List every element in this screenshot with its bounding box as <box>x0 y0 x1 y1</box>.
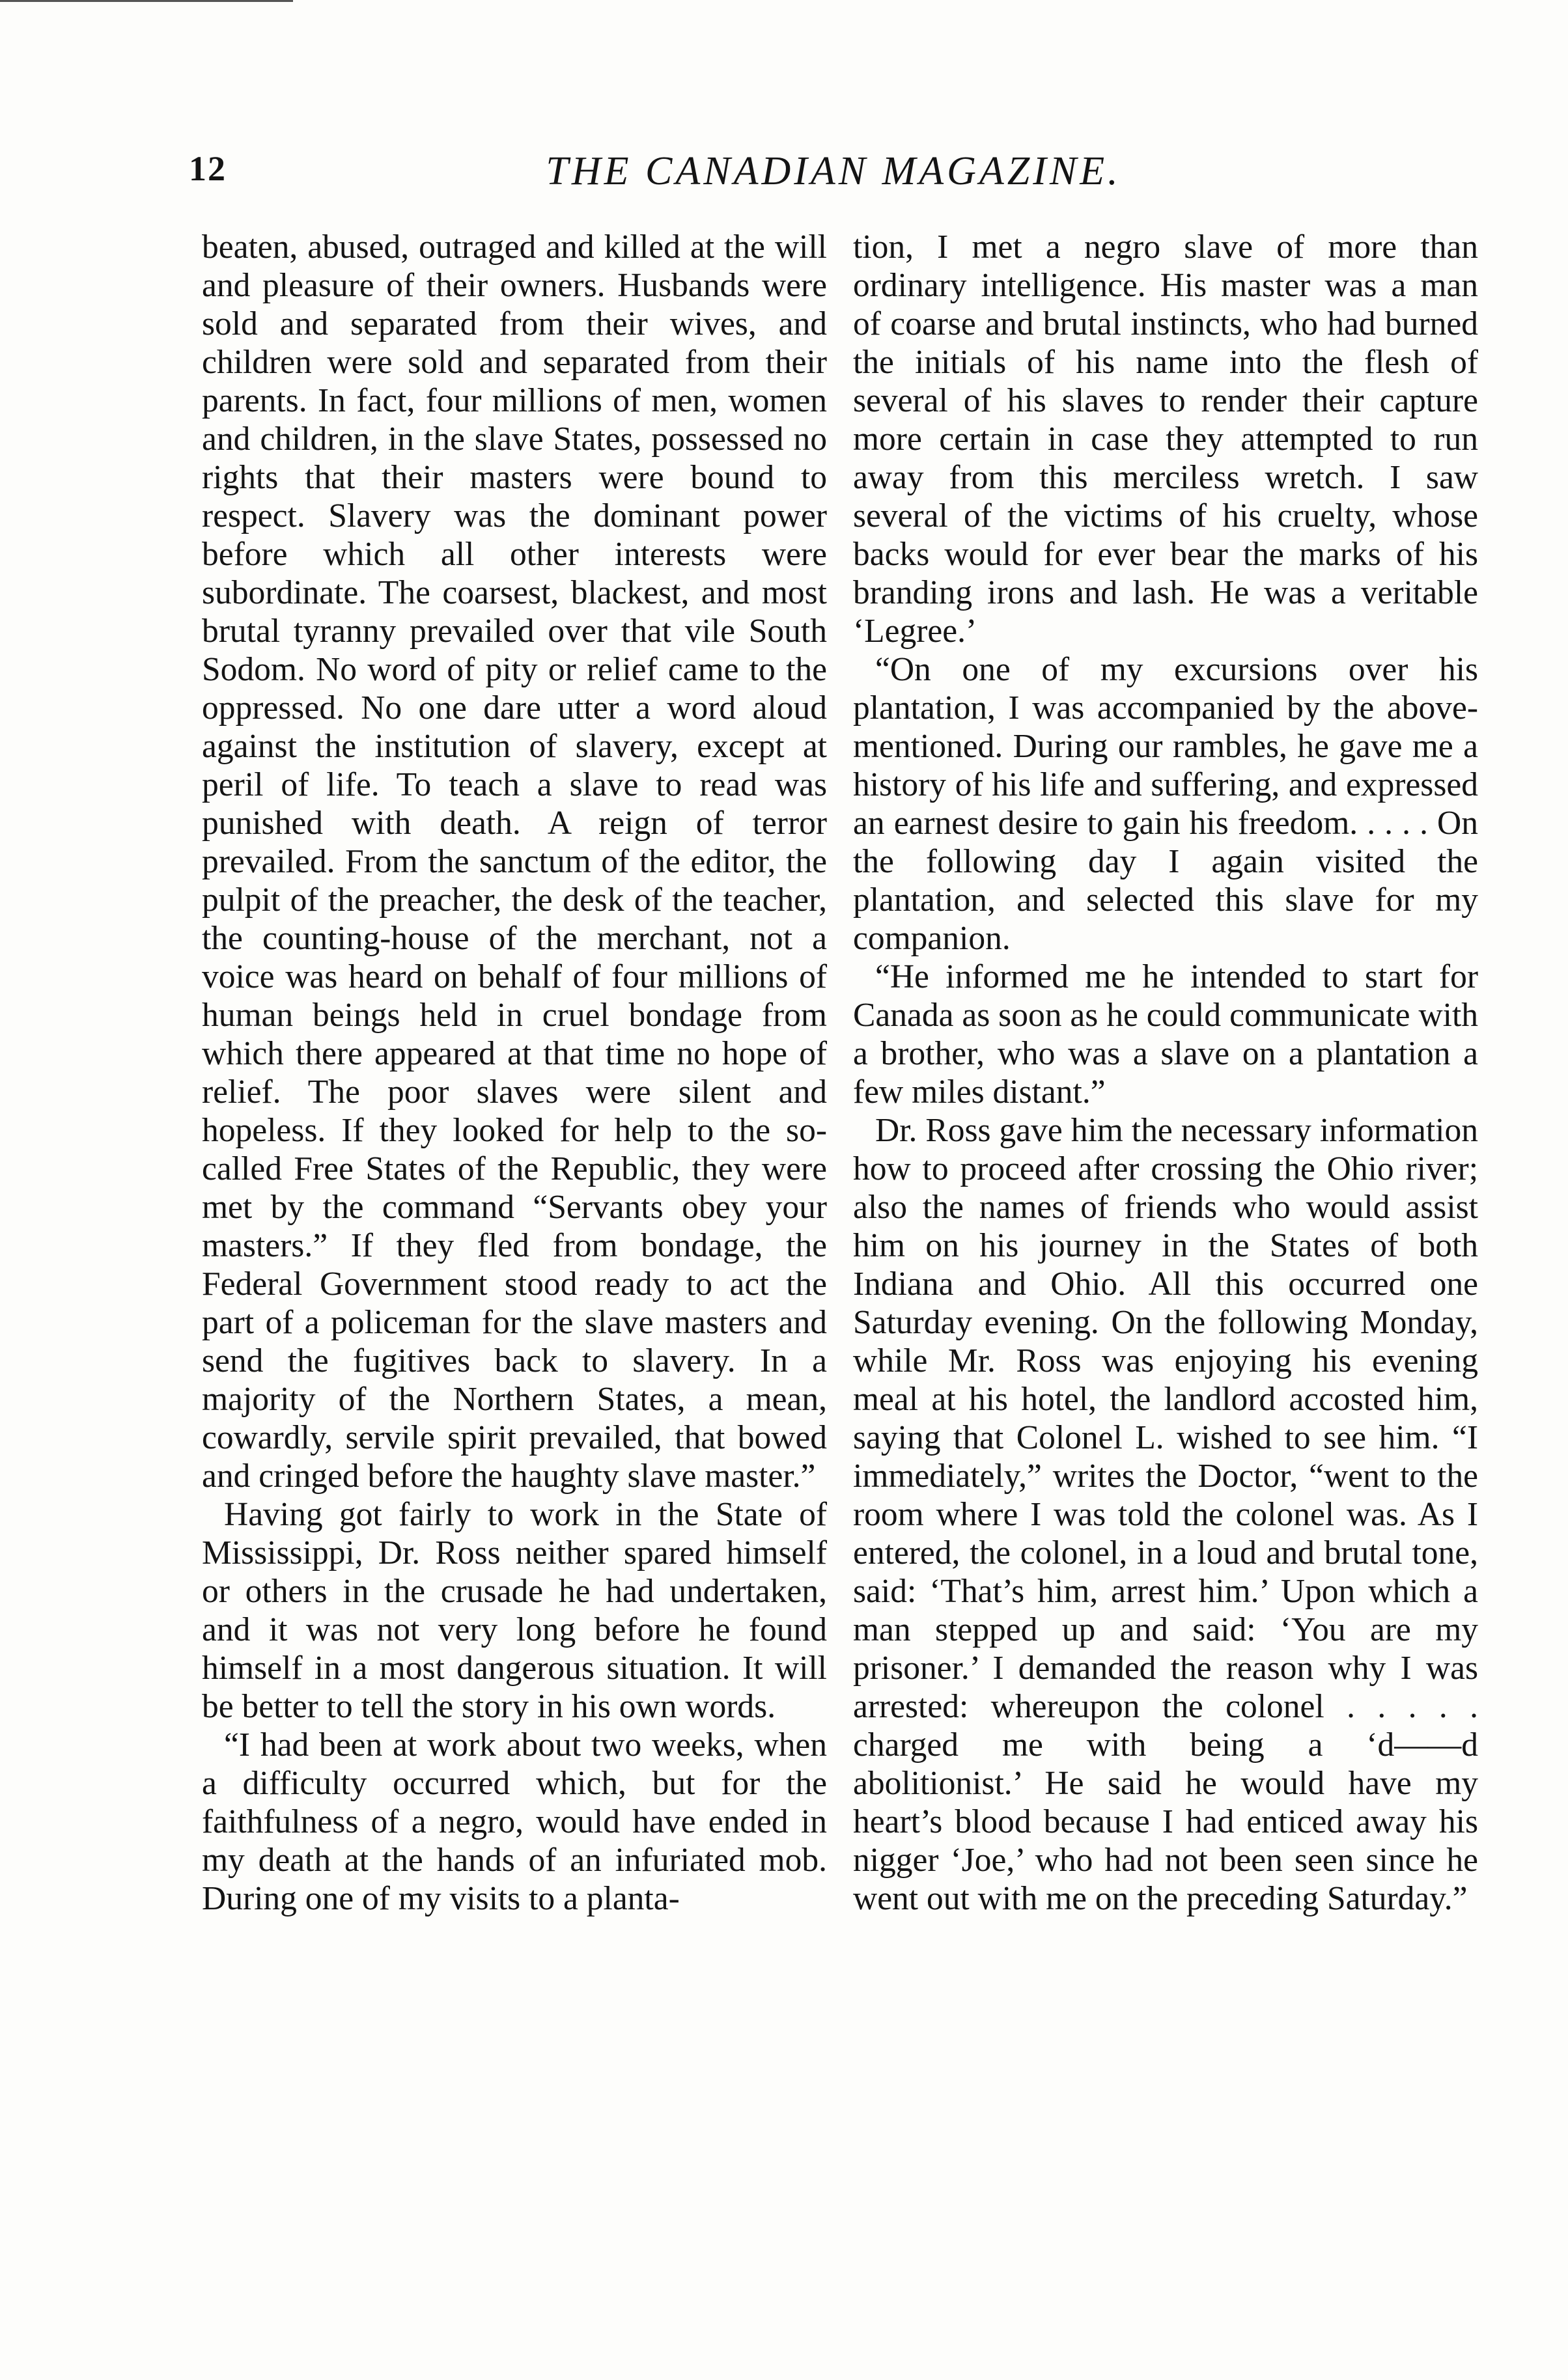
paragraph: “He informed me he intended to start for Canada as soon as he could communicate with a brother, who was a slave on a plantation a few miles distant.” <box>853 958 1478 1111</box>
paragraph: Dr. Ross gave him the necessary information how to proceed after crossing the Ohio river; also the names of friends who would assist him on his journey in the States of both Indiana and Ohio. All this occurred one Saturday evening. On the following Monday, while Mr. Ross was enjoying his evening meal at his hotel, the landlord accosted him, saying that Colonel L. wished to see him. “I immediately,” writes the Doctor, “went to the room where I was told the colonel was. As I entered, the colonel, in a loud and brutal tone, said: ‘That’s him, arrest him.’ Upon which a man stepped up and said: ‘You are my prisoner.’ I demanded the reason why I was arrested: whereupon the colonel . . . . . charged me with being a ‘d——d abolitionist.’ He said he would have my heart’s blood because I had enticed away his nigger ‘Joe,’ who had not been seen since he went out with me on the preceding Saturday.” <box>853 1112 1478 1917</box>
page-header <box>189 148 1478 207</box>
right-column <box>853 228 1478 1918</box>
running-title: THE CANADIAN MAGAZINE. <box>546 149 1121 193</box>
paragraph: “I had been at work about two weeks, when a difficulty occurred which, but for the faithfulness of a negro, would have ended in my death at the hands of an infuriated mob. During one of my visits to a planta- <box>202 1726 827 1917</box>
page-number: 12 <box>189 149 227 188</box>
paragraph: “On one of my excursions over his plantation, I was accompanied by the above-mentioned. During our rambles, he gave me a history of his life and suffering, and expressed an earnest desire to gain his freedom. . . . . On the following day I again visited the plantation, and selected this slave for my companion. <box>853 651 1478 957</box>
paragraph: beaten, abused, outraged and killed at the will and pleasure of their owners. Husbands were sold and separated from their wives, and children were sold and separated from their parents. In fact, four millions of men, women and children, in the slave States, possessed no rights that their masters were bound to respect. Slavery was the dominant power before which all other interests were subordinate. The coarsest, blackest, and most brutal tyranny prevailed over that vile South Sodom. No word of pity or relief came to the oppressed. No one dare utter a word aloud against the institution of slavery, except at peril of life. To teach a slave to read was punished with death. A reign of terror prevailed. From the sanctum of the editor, the pulpit of the preacher, the desk of the teacher, the counting-house of the merchant, not a voice was heard on behalf of four millions of human beings held in cruel bondage from which there appeared at that time no hope of relief. The poor slaves were silent and hopeless. If they looked for help to the so-called Free States of the Republic, they were met by the command “Servants obey your masters.” If they fled from bondage, the Federal Government stood ready to act the part of a policeman for the slave masters and send the fugitives back to slavery. In a majority of the Northern States, a mean, cowardly, servile spirit prevailed, that bowed and cringed before the haughty slave master.” <box>202 228 827 1495</box>
paragraph: Having got fairly to work in the State of Mississippi, Dr. Ross neither spared himself or others in the crusade he had undertaken, and it was not very long before he found himself in a most dangerous situation. It will be better to tell the story in his own words. <box>202 1496 827 1725</box>
left-column <box>202 228 827 1918</box>
paragraph: tion, I met a negro slave of more than ordinary intelligence. His master was a man of coarse and brutal instincts, who had burned the initials of his name into the flesh of several of his slaves to render their capture more certain in case they attempted to run away from this merciless wretch. I saw several of the victims of his cruelty, whose backs would for ever bear the marks of his branding irons and lash. He was a veritable ‘Legree.’ <box>853 228 1478 650</box>
top-rule-line <box>0 0 293 2</box>
